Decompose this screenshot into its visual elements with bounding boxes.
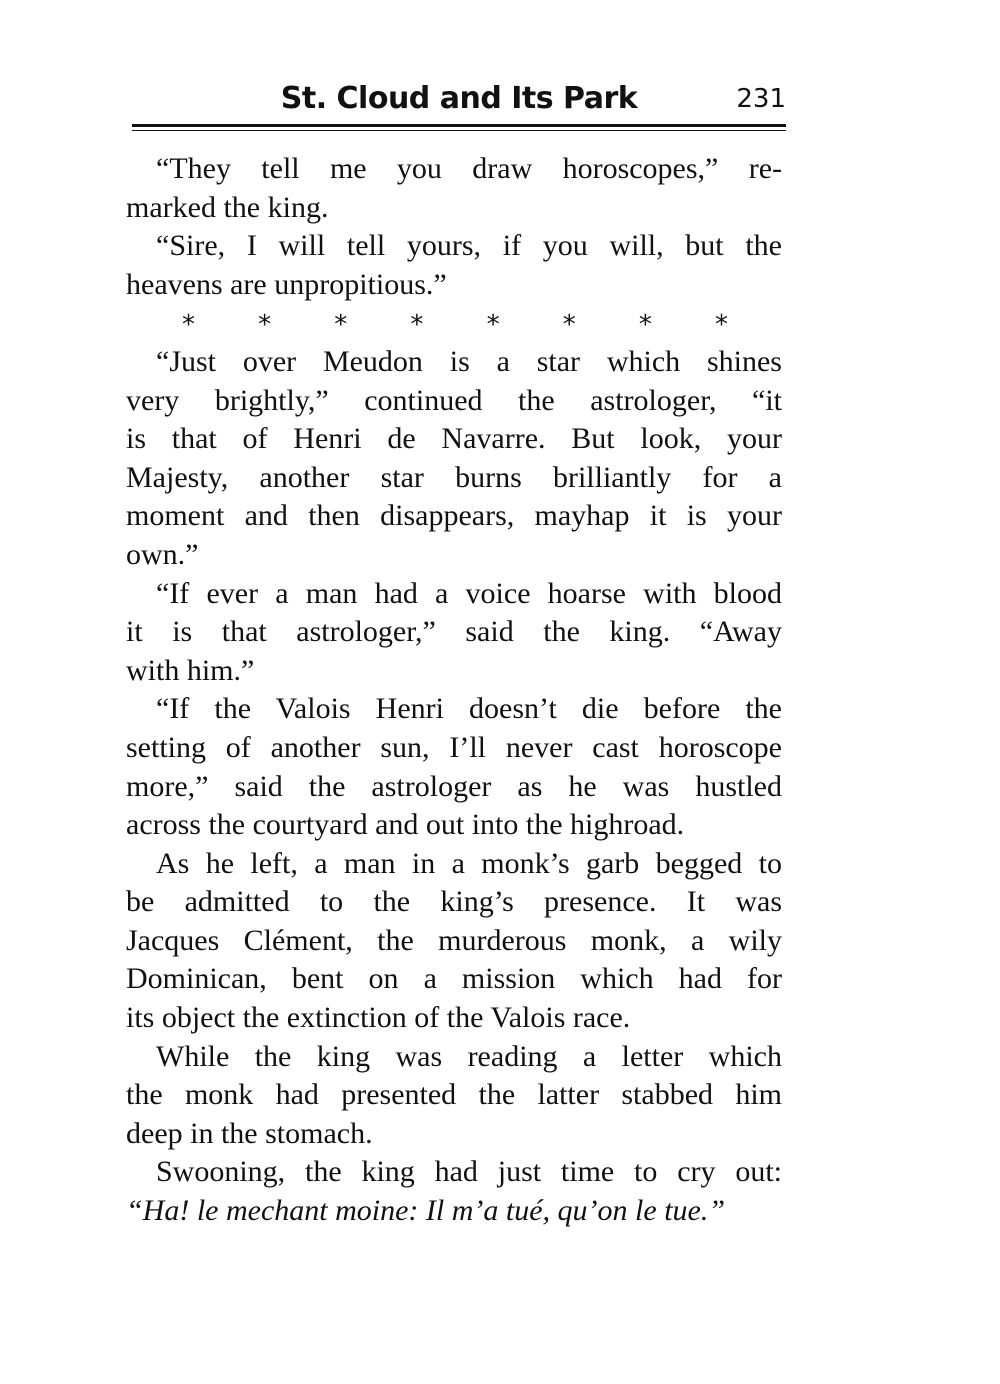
text-line: marked the king. <box>126 190 329 224</box>
text-line: While the king was reading a letter which <box>156 1039 782 1073</box>
header-rule-thick <box>132 124 786 127</box>
text-line: very brightly,” continued the astrologer, “it <box>126 383 782 417</box>
text-line: with him.” <box>126 653 255 687</box>
text-line: across the courtyard and out into the highroad. <box>126 808 685 842</box>
text-line-italic: “Ha! le mechant moine: Il m’a tué, qu’on le tue.” <box>126 1194 726 1228</box>
page-header <box>132 78 786 120</box>
text-line: “They tell me you draw horoscopes,” re- <box>156 152 782 185</box>
text-line: more,” said the astrologer as he was hustled <box>126 769 782 803</box>
text-line: its object the extinction of the Valois race. <box>126 1001 631 1035</box>
text-line: “If the Valois Henri doesn’t die before the <box>156 692 782 726</box>
text-line: it is that astrologer,” said the king. “Away <box>126 615 782 649</box>
text-line: is that of Henri de Navarre. But look, your <box>126 422 782 456</box>
text-line: own.” <box>126 537 199 571</box>
text-line: “Sire, I will tell yours, if you will, but the <box>156 229 782 263</box>
text-line: Jacques Clément, the murderous monk, a wily <box>126 923 782 957</box>
text-line: “Just over Meudon is a star which shines <box>156 344 782 378</box>
text-line: “If ever a man had a voice hoarse with blood <box>156 576 782 610</box>
asterisk: * <box>486 310 500 341</box>
asterisk: * <box>182 310 195 341</box>
text-line: heavens are unpropitious.” <box>126 267 447 301</box>
asterisk: * <box>258 310 272 341</box>
text-line: As he left, a man in a monk’s garb begged to <box>156 846 782 880</box>
asterisk: * <box>410 310 424 341</box>
text-line: Swooning, the king had just time to cry out: <box>156 1155 782 1189</box>
text-line: setting of another sun, I’ll never cast horoscope <box>126 730 782 764</box>
running-title: St. Cloud and Its Park <box>280 81 638 116</box>
text-line: the monk had presented the latter stabbed him <box>126 1078 782 1112</box>
header-rule-thin <box>132 130 786 131</box>
page-number: 231 <box>736 84 786 114</box>
text-line: Dominican, bent on a mission which had for <box>126 962 782 996</box>
asterisk: * <box>334 310 348 341</box>
section-break-asterisks <box>126 304 782 343</box>
text-line: be admitted to the king’s presence. It was <box>126 885 782 919</box>
text-line: moment and then disappears, mayhap it is your <box>126 499 782 533</box>
asterisk: * <box>714 310 728 341</box>
body-text <box>126 150 782 1231</box>
asterisk: * <box>562 310 576 341</box>
text-line: deep in the stomach. <box>126 1116 373 1150</box>
text-line: Majesty, another star burns brilliantly for a <box>126 460 782 494</box>
asterisk: * <box>638 310 652 341</box>
